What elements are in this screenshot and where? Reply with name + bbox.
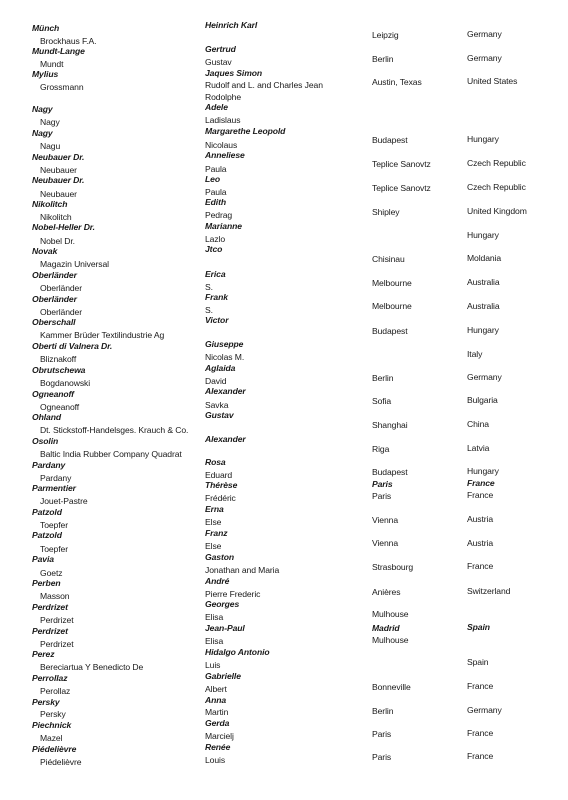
city: Chisinau (372, 254, 405, 264)
related-name: Gustav (205, 57, 232, 67)
company-or-name: Neubauer (40, 165, 77, 175)
surname-heading: Oberländer (32, 270, 77, 280)
surname-heading: Mundt-Lange (32, 46, 85, 56)
given-name-heading: Giuseppe (205, 339, 244, 349)
company-or-name: Neubauer (40, 189, 77, 199)
company-or-name: Bogdanowski (40, 378, 91, 388)
given-name-heading: Anna (205, 695, 227, 705)
city: Paris (372, 752, 392, 762)
given-name-heading: Adele (205, 102, 228, 112)
city: Budapest (372, 326, 408, 336)
company-or-name: Brockhaus F.A. (40, 36, 97, 46)
surname-heading: Patzold (32, 507, 62, 517)
related-name-cont: Rodolphe (205, 92, 241, 102)
surname-heading: Ogneanoff (32, 389, 74, 399)
country: France (467, 478, 495, 488)
country: France (467, 561, 494, 571)
city: Leipzig (372, 30, 399, 40)
given-name-heading: Gabrielle (205, 671, 241, 681)
country: France (467, 681, 494, 691)
related-name: Elisa (205, 636, 224, 646)
country: Germany (467, 53, 502, 63)
surname-heading: Oberti di Valnera Dr. (32, 341, 113, 351)
city: Budapest (372, 135, 408, 145)
related-name: Eduard (205, 470, 233, 480)
country: Spain (467, 622, 490, 632)
surname-heading: Patzold (32, 530, 62, 540)
country: Hungary (467, 325, 499, 335)
given-name-heading: Margarethe Leopold (205, 126, 286, 136)
given-name-heading: Alexander (205, 434, 246, 444)
city: Strasbourg (372, 562, 414, 572)
city: Sofia (372, 396, 392, 406)
company-or-name: Dt. Stickstoff-Handelsges. Krauch & Co. (40, 425, 189, 435)
company-or-name: Nagy (40, 117, 60, 127)
related-name: Albert (205, 684, 227, 694)
related-name: Luis (205, 660, 221, 670)
company-or-name: Nobel Dr. (40, 236, 75, 246)
country: Austria (467, 538, 494, 548)
country: Moldania (467, 253, 502, 263)
given-name-heading: Gertrud (205, 44, 236, 54)
company-or-name: Perollaz (40, 686, 71, 696)
city: Melbourne (372, 301, 412, 311)
city: Shanghai (372, 420, 408, 430)
city: Vienna (372, 538, 399, 548)
surname-heading: Mylius (32, 69, 59, 79)
given-name-heading: Jaques Simon (205, 68, 263, 78)
given-name-heading: Gerda (205, 718, 230, 728)
company-or-name: Toepfer (40, 520, 68, 530)
country: Czech Republic (467, 158, 526, 168)
city: Berlin (372, 54, 394, 64)
company-or-name: Mundt (40, 59, 64, 69)
surname-heading: Obrutschewa (32, 365, 86, 375)
related-name: Paula (205, 187, 227, 197)
given-name-heading: Franz (205, 528, 228, 538)
given-name-heading: André (205, 576, 230, 586)
surname-heading: Nagy (32, 128, 53, 138)
given-name-heading: Alexander (205, 386, 246, 396)
given-name-heading: Erna (205, 504, 224, 514)
surname-heading: Perez (32, 649, 55, 659)
related-name: Lazlo (205, 234, 226, 244)
country: Latvia (467, 443, 490, 453)
company-or-name: Mazel (40, 733, 63, 743)
city-secondary: Paris (372, 491, 392, 501)
given-name-heading: Gaston (205, 552, 235, 562)
related-name: Elisa (205, 612, 224, 622)
company-or-name: Goetz (40, 568, 63, 578)
surname-heading: Perrollaz (32, 673, 68, 683)
surname-heading: Ohland (32, 412, 61, 422)
surname-heading: Münch (32, 23, 60, 33)
given-name-heading: Anneliese (205, 150, 245, 160)
given-name-heading: Renée (205, 742, 231, 752)
related-name: Pierre Frederic (205, 589, 261, 599)
country: United Kingdom (467, 206, 527, 216)
city: Berlin (372, 706, 394, 716)
related-name: Martin (205, 707, 229, 717)
company-or-name: Nagu (40, 141, 61, 151)
related-name: Nicolas M. (205, 352, 245, 362)
related-name: Ladislaus (205, 115, 241, 125)
country: Germany (467, 372, 502, 382)
surname-heading: Pavia (32, 554, 54, 564)
country: Italy (467, 349, 483, 359)
surname-heading: Nikolitch (32, 199, 68, 209)
surname-heading: Novak (32, 246, 58, 256)
country: Australia (467, 277, 500, 287)
given-name-heading: Aglaida (205, 363, 236, 373)
related-name: Paula (205, 164, 227, 174)
country: Hungary (467, 134, 499, 144)
surname-heading: Neubauer Dr. (32, 175, 85, 185)
surname-heading: Oberländer (32, 294, 77, 304)
surname-heading: Perdrizet (32, 626, 68, 636)
related-name: Pedrag (205, 210, 233, 220)
given-name-heading: Thérèse (205, 480, 238, 490)
country: Switzerland (467, 586, 511, 596)
country: Germany (467, 29, 502, 39)
company-or-name: Jouet-Pastre (40, 496, 88, 506)
country: Austria (467, 514, 494, 524)
city: Paris (372, 729, 392, 739)
company-or-name: Oberländer (40, 283, 82, 293)
surname-heading: Piédelièvre (32, 744, 77, 754)
country: France (467, 728, 494, 738)
given-name-heading: Erica (205, 269, 226, 279)
company-or-name: Pardany (40, 473, 72, 483)
company-or-name: Persky (40, 709, 66, 719)
given-name-heading: Frank (205, 292, 228, 302)
related-name: S. (205, 282, 213, 292)
city: Madrid (372, 623, 400, 633)
related-name: Else (205, 517, 222, 527)
city: Shipley (372, 207, 400, 217)
company-or-name: Bliznakoff (40, 354, 77, 364)
city: Austin, Texas (372, 77, 422, 87)
company-or-name: Bereciartua Y Benedicto De (40, 662, 144, 672)
surname-heading: Nobel-Heller Dr. (32, 222, 95, 232)
company-or-name: Perdrizet (40, 639, 74, 649)
related-name: Frédéric (205, 493, 236, 503)
surname-heading: Nagy (32, 104, 53, 114)
related-name: Savka (205, 400, 229, 410)
related-name: Jonathan and Maria (205, 565, 280, 575)
surname-heading: Persky (32, 697, 60, 707)
related-name: Else (205, 541, 222, 551)
surname-heading: Parmentier (32, 483, 76, 493)
city: Melbourne (372, 278, 412, 288)
company-or-name: Masson (40, 591, 70, 601)
city: Anières (372, 587, 401, 597)
country: France (467, 751, 494, 761)
company-or-name: Ogneanoff (40, 402, 80, 412)
city: Mulhouse (372, 609, 409, 619)
company-or-name: Piédelièvre (40, 757, 82, 767)
company-or-name: Perdrizet (40, 615, 74, 625)
given-name-heading: Marianne (205, 221, 242, 231)
city: Paris (372, 479, 393, 489)
company-or-name: Baltic India Rubber Company Quadrat (40, 449, 182, 459)
surname-heading: Piechnick (32, 720, 72, 730)
related-name: David (205, 376, 227, 386)
country: Hungary (467, 466, 499, 476)
given-name-heading: Hidalgo Antonio (205, 647, 270, 657)
city: Teplice Sanovtz (372, 159, 431, 169)
given-name-heading: Edith (205, 197, 226, 207)
given-name-heading: Leo (205, 174, 220, 184)
given-name-heading: Georges (205, 599, 240, 609)
city: Berlin (372, 373, 394, 383)
surname-heading: Perdrizet (32, 602, 68, 612)
country: United States (467, 76, 518, 86)
city: Teplice Sanovtz (372, 183, 431, 193)
surname-heading: Neubauer Dr. (32, 152, 85, 162)
company-or-name: Kammer Brüder Textilindustrie Ag (40, 330, 165, 340)
given-name-heading: Gustav (205, 410, 234, 420)
country-secondary: France (467, 490, 494, 500)
country: Australia (467, 301, 500, 311)
surname-heading: Oberschall (32, 317, 76, 327)
country: Germany (467, 705, 502, 715)
city: Riga (372, 444, 390, 454)
country: Hungary (467, 230, 499, 240)
related-name: S. (205, 305, 213, 315)
company-or-name: Grossmann (40, 82, 84, 92)
surname-heading: Osolin (32, 436, 59, 446)
country: Spain (467, 657, 489, 667)
surname-heading: Perben (32, 578, 61, 588)
company-or-name: Nikolitch (40, 212, 72, 222)
related-name: Louis (205, 755, 226, 765)
city: Vienna (372, 515, 399, 525)
given-name-heading: Victor (205, 315, 229, 325)
given-name-heading: Jtco (205, 244, 223, 254)
related-name: Rudolf and L. and Charles Jean (205, 80, 323, 90)
company-or-name: Magazin Universal (40, 259, 109, 269)
country: China (467, 419, 489, 429)
country: Bulgaria (467, 395, 498, 405)
city: Bonneville (372, 682, 411, 692)
given-name-heading: Jean-Paul (205, 623, 245, 633)
given-name-heading: Rosa (205, 457, 226, 467)
related-name: Marcielj (205, 731, 234, 741)
company-or-name: Oberländer (40, 307, 82, 317)
surname-heading: Pardany (32, 460, 66, 470)
related-name: Nicolaus (205, 140, 238, 150)
company-or-name: Toepfer (40, 544, 68, 554)
given-name-heading: Heinrich Karl (205, 20, 258, 30)
city-secondary: Mulhouse (372, 635, 409, 645)
city: Budapest (372, 467, 408, 477)
country: Czech Republic (467, 182, 526, 192)
